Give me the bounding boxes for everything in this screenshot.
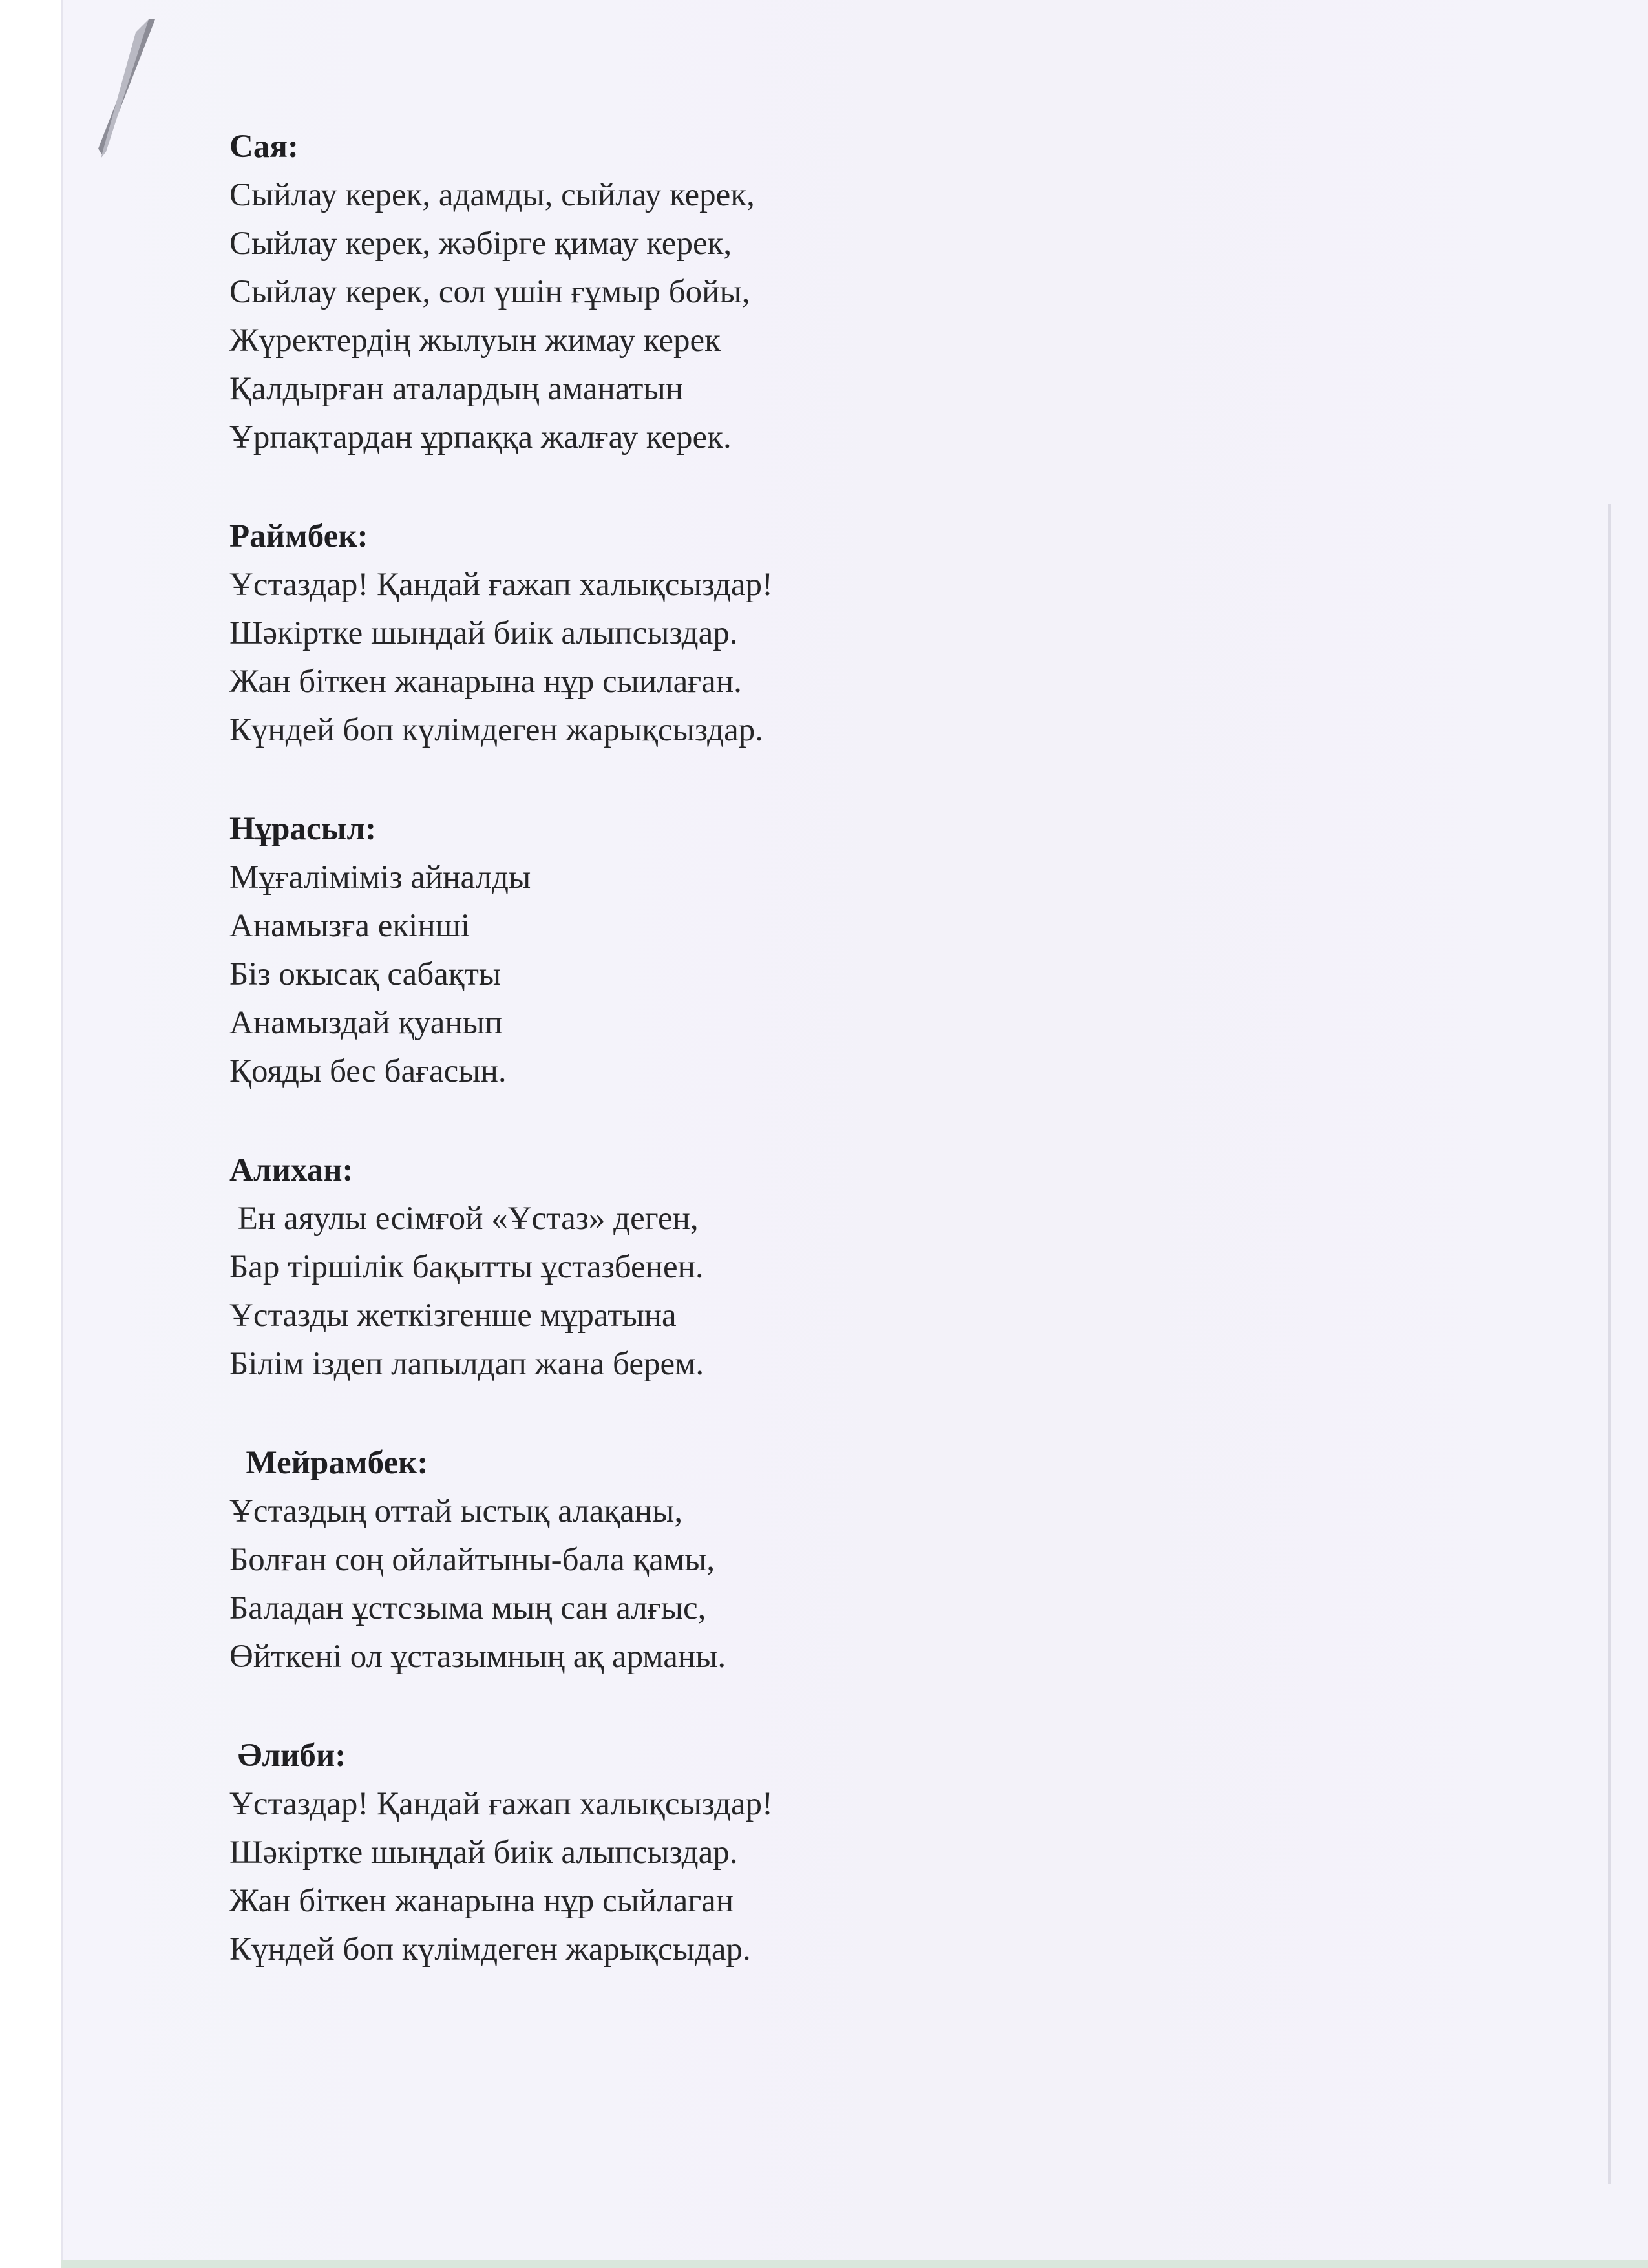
folded-corner [97, 19, 155, 168]
verse-line: Біз окысақ сабақты [229, 956, 502, 992]
stanza-saya [229, 123, 1457, 462]
verse-line: Ұстаздар! Қандай ғажап халықсыздар! [229, 567, 774, 603]
verse-line: Қалдырған аталардың аманатын [229, 371, 683, 407]
verse-line: Сыйлау керек, жәбірге қимау керек, [229, 226, 732, 262]
verse-line: Сыйлау керек, сол үшін ғұмыр бойы, [229, 274, 750, 310]
verse-line: Шәкіртке шындай биік алыпсыздар. [229, 615, 738, 651]
speaker-name: Мейрамбек: [229, 1445, 428, 1481]
speaker-name: Нұрасыл: [229, 811, 377, 847]
verse-line: Анамызға екінші [229, 908, 470, 944]
verse-line: Бар тіршілік бақытты ұстазбенен. [229, 1249, 704, 1285]
verse-line: Ен аяулы есімғой «Ұстаз» деген, [229, 1201, 699, 1237]
verse-line: Өйткені ол ұстазымның ақ арманы. [229, 1639, 726, 1675]
stanza-nurasyl [229, 805, 1457, 1096]
verse-line: Ұстаздар! Қандай ғажап халықсыздар! [229, 1786, 774, 1822]
speaker-name: Әлиби: [229, 1738, 346, 1774]
verse-line: Білім іздеп лапылдап жана берем. [229, 1346, 704, 1382]
verse-line: Сыйлау керек, адамды, сыйлау керек, [229, 177, 755, 213]
speaker-name: Алихан: [229, 1152, 354, 1188]
verse-line: Ұстаздың оттай ыстық алақаны, [229, 1493, 683, 1529]
poem-text [229, 123, 1457, 2024]
page-right-edge [1608, 504, 1611, 2184]
speaker-name: Раймбек: [229, 518, 368, 554]
verse-line: Қояды бес бағасын. [229, 1053, 507, 1089]
verse-line: Күндей боп күлімдеген жарықсыздар. [229, 712, 763, 748]
scan-margin [0, 0, 61, 2268]
verse-line: Күндей боп күлімдеген жарықсыдар. [229, 1931, 751, 1968]
speaker-name: Сая: [229, 129, 299, 165]
verse-line: Жан біткен жанарына нұр сыйлаган [229, 1883, 734, 1919]
verse-line: Мұғаліміміз айналды [229, 859, 531, 896]
verse-line: Жан біткен жанарына нұр сыилаған. [229, 664, 742, 700]
verse-line: Болған соң ойлайтыны-бала қамы, [229, 1542, 715, 1578]
page-bottom-edge [61, 2260, 1648, 2268]
stanza-meirambek [229, 1439, 1457, 1681]
verse-line: Шәкіртке шыңдай биік алыпсыздар. [229, 1834, 738, 1871]
verse-line: Жүректердің жылуын жимау керек [229, 322, 721, 359]
stanza-raimbek [229, 512, 1457, 755]
page-left-edge [61, 0, 63, 2268]
stanza-alikhan [229, 1146, 1457, 1389]
stanza-alibi [229, 1732, 1457, 1974]
verse-line: Баладан ұстсзыма мың сан алғыс, [229, 1590, 706, 1626]
verse-line: Ұстазды жеткізгенше мұратына [229, 1297, 677, 1334]
verse-line: Анамыздай қуанып [229, 1005, 503, 1041]
verse-line: Ұрпақтардан ұрпаққа жалғау керек. [229, 419, 732, 456]
